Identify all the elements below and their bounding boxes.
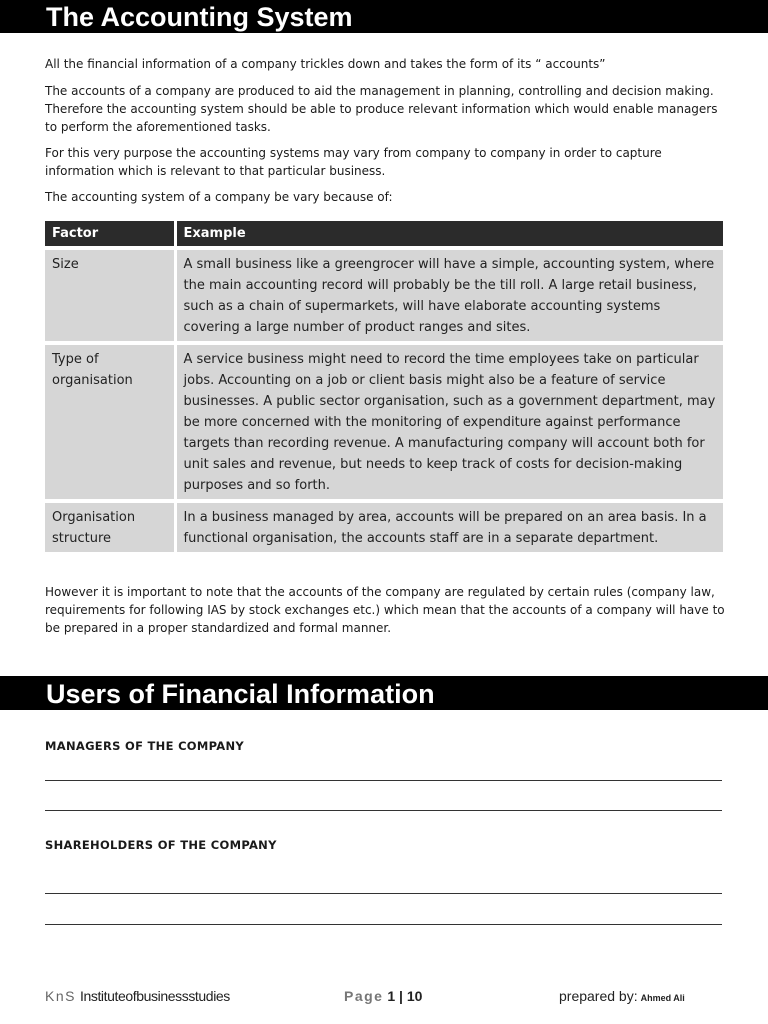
factor-cell: Organisation structure [45,501,175,552]
section-title-users: Users of Financial Information [0,676,768,710]
total-pages: 10 [406,988,423,1004]
table-row [45,248,723,343]
brand-logo: KnS [45,988,76,1004]
answer-line [45,893,722,894]
author-name: Ahmed Ali [640,993,685,1003]
answer-line [45,810,722,811]
purpose-paragraph: The accounts of a company are produced to aid the management in planning, controlling and decision making. Therefore the accounting system should be able to produce relevant information which would enable managers to perform the aforementioned tasks. [45,84,718,134]
example-cell: In a business managed by area, accounts will be prepared on an area basis. In a functional organisation, the accounts staff are in a separate department. [175,501,723,552]
prepared-label: prepared by: [559,988,638,1004]
institute-name: Instituteofbusinessstudies [79,988,230,1004]
header-example: Example [175,221,723,248]
table-row [45,501,723,552]
table-row [45,343,723,501]
answer-line [45,780,722,781]
footer-institute [45,988,230,1004]
group-heading-managers: MANAGERS OF THE COMPANY [45,739,245,753]
page-label: Page [344,988,384,1004]
factors-table [45,221,723,552]
factor-cell: Size [45,248,175,343]
intro-paragraph: All the financial information of a company trickles down and takes the form of its “ accounts” [45,57,606,71]
answer-line [45,924,722,925]
closing-paragraph: However it is important to note that the accounts of the company are regulated by certain rules (company law, requirements for following IAS by stock exchanges etc.) which mean that the accounts of a company will have to be prepared in a proper standardized and formal manner. [45,585,725,635]
variation-paragraph: For this very purpose the accounting systems may vary from company to company in order to capture information which is relevant to that particular business. [45,146,662,178]
footer-prepared-by [559,988,685,1004]
example-cell: A service business might need to record the time employees take on particular jobs. Accounting on a job or client basis might also be a feature of service businesses. A public sector organisation, such as a government department, may be more concerned with the monitoring of expenditure against performance targets than recording revenue. A manufacturing company will account both for unit sales and revenue, but needs to keep track of costs for decision-making purposes and so forth. [175,343,723,501]
factor-cell: Type of organisation [45,343,175,501]
group-heading-shareholders: SHAREHOLDERS OF THE COMPANY [45,838,277,852]
current-page: 1 [387,988,396,1004]
section-title-accounting-system: The Accounting System [0,0,768,33]
table-intro-paragraph: The accounting system of a company be vary because of: [45,190,393,204]
table-header-row [45,221,723,248]
example-cell: A small business like a greengrocer will have a simple, accounting system, where the main accounting record will probably be the till roll. A large retail business, such as a chain of supermarkets, will have elaborate accounting systems covering a large number of product ranges and sites. [175,248,723,343]
header-factor: Factor [45,221,175,248]
page-separator: | [399,988,403,1004]
page-number [344,988,422,1004]
